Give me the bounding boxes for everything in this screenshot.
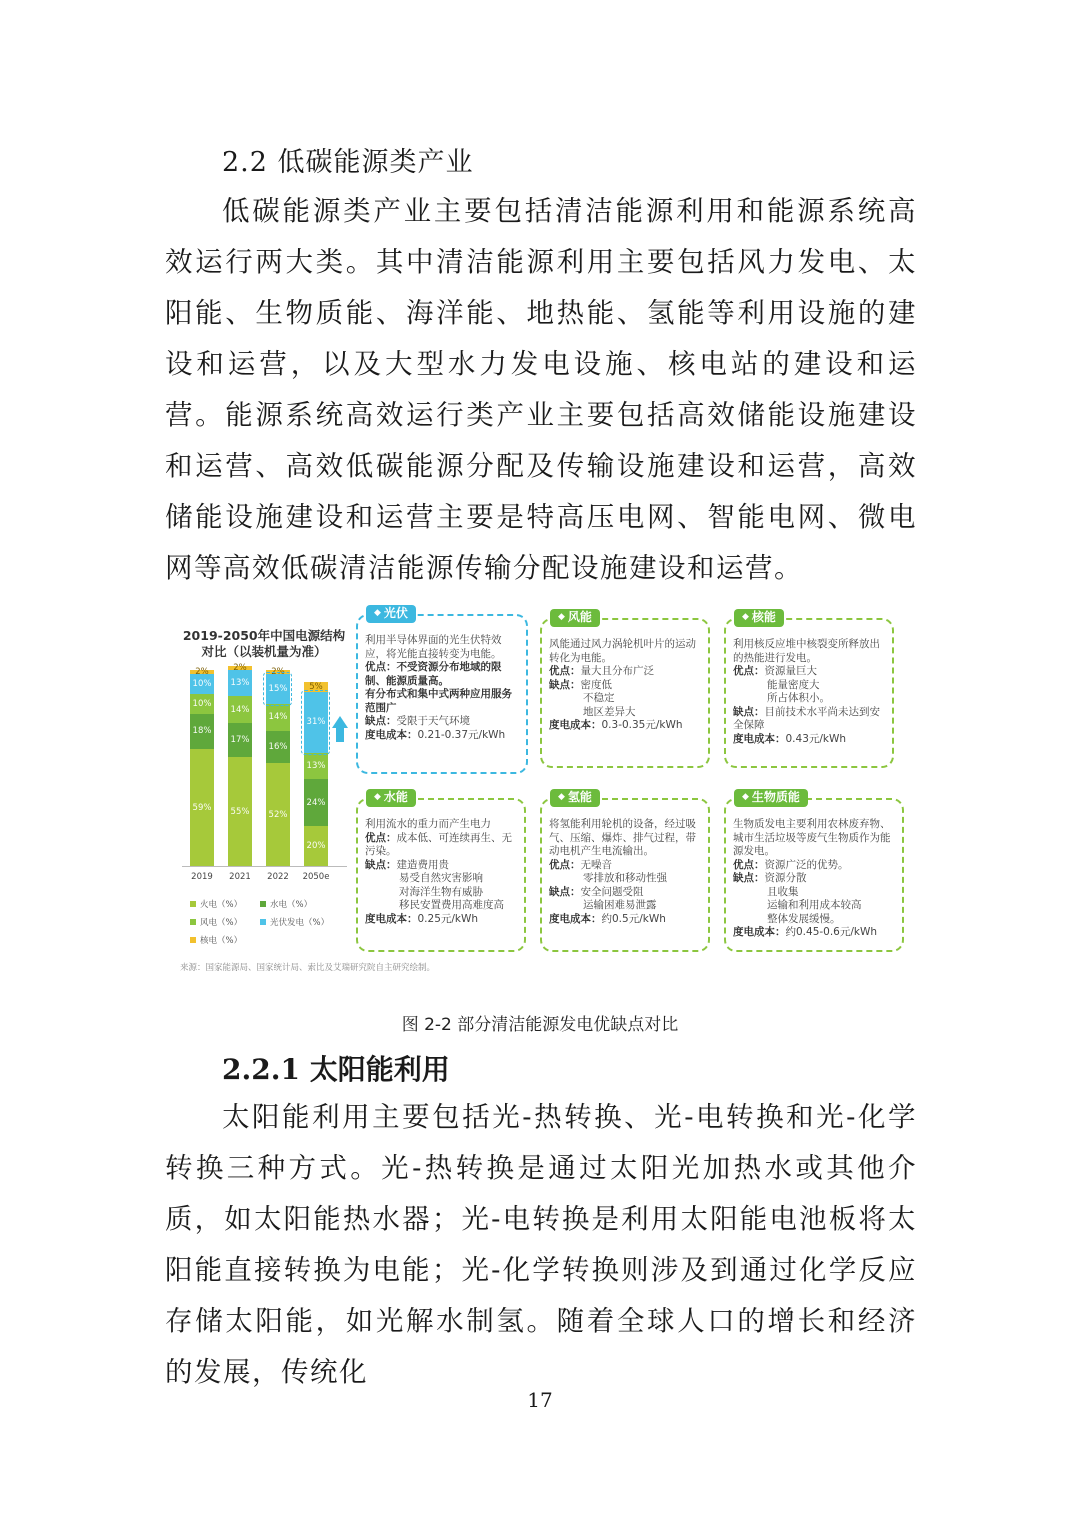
card-biomass [724, 790, 904, 952]
bar-segment [190, 749, 214, 866]
card-tag-biomass [734, 789, 808, 807]
subsection-heading: 2.2.1 太阳能利用 [222, 1053, 450, 1086]
bar-data-label: 2% [233, 663, 247, 673]
card-desc: 利用半导体界面的光生伏特效应，将光能直接转变为电能。 [365, 634, 502, 660]
card-disadvantage: 缺点：资源分散 [733, 872, 807, 884]
bar-segment [304, 826, 328, 866]
x-tick-label: 2022 [267, 872, 289, 882]
bar-data-label: 13% [306, 760, 326, 771]
x-tick-label: 2050e [302, 872, 330, 882]
card-advantage-2: 有分布式和集中式两种应用服务范围广 [365, 688, 512, 714]
card-advantage-3: 所占体积小。 [767, 692, 830, 704]
bar-segment [266, 763, 290, 866]
card-disadvantage: 缺点：目前技术水平尚未达到安全保障 [733, 705, 880, 731]
bar-data-label: 18% [192, 726, 212, 737]
card-tag-hydro [366, 789, 416, 807]
card-cost: 度电成本：约0.45-0.6元/kWh [733, 926, 878, 938]
diamond-icon: ◆ [374, 608, 381, 618]
card-desc: 风能通过风力涡轮机叶片的运动转化为电能。 [549, 638, 696, 664]
diamond-icon: ◆ [374, 792, 381, 802]
bar-data-label: 2% [195, 666, 209, 677]
bar-segment [266, 731, 290, 763]
solar-highlight-box [263, 672, 292, 706]
x-tick-label: 2019 [191, 872, 213, 882]
legend-swatch [260, 919, 266, 925]
bar-segment [228, 670, 252, 696]
bar-segment [190, 666, 214, 677]
card-advantage: 优点：资源广泛的优势。 [733, 858, 849, 871]
bar-segment [228, 723, 252, 757]
card-hydrogen [540, 790, 710, 952]
paragraph-low-carbon-energy: 低碳能源类产业主要包括清洁能源利用和能源系统高效运行两大类。其中清洁能源利用主要包括风力发电、太阳能、生物质能、海洋能、地热能、氢能等利用设施的建设和运营，以及大型水力发电设施、核电站的建设和运营。能源系统高效运行类产业主要包括高效储能设施建设和运营、高效低碳能源分配及传输设施建设和运营，高效储能设施建设和运营主要是特高压电网、智能电网、微电网等高效低碳清洁能源传输分配设施建设和运营。 [165, 195, 917, 584]
chart-title-line2: 对比（以装机量为准） [201, 644, 327, 659]
card-cost: 度电成本：0.43元/kWh [733, 732, 847, 745]
card-desc: 生物质发电主要利用农林废弃物、城市生活垃圾等废气生物质作为能源发电。 [733, 818, 891, 857]
legend-swatch [190, 919, 196, 925]
section-heading: 2.2 低碳能源类产业 [222, 147, 474, 178]
chart-title-line1: 2019-2050年中国电源结构 [182, 628, 346, 643]
card-disadvantage-3: 对海洋生物有威胁 [399, 885, 483, 898]
legend-label: 风电（%） [200, 918, 243, 928]
tag-label: 氢能 [567, 790, 592, 804]
bar-data-label: 2% [271, 666, 285, 677]
card-advantage-2: 能量密度大 [767, 678, 820, 691]
bar-data-label: 55% [230, 806, 250, 817]
bar-data-label: 13% [230, 677, 250, 688]
bar-data-label: 5% [309, 681, 323, 692]
card-advantage-2: 零排放和移动性强 [583, 872, 667, 884]
card-hydro [356, 790, 526, 952]
card-wind [540, 610, 710, 768]
tag-label: 核能 [751, 610, 776, 624]
bar-data-label: 16% [268, 742, 288, 753]
bar-segment [228, 663, 252, 673]
card-cost: 度电成本：0.25元/kWh [365, 912, 479, 925]
diamond-icon: ◆ [558, 612, 565, 622]
paragraph-solar-utilization: 太阳能利用主要包括光-热转换、光-电转换和光-化学转换三种方式。光-热转换是通过太阳光加热水或其他介质，如太阳能热水器；光-电转换是利用太阳能电池板将太阳能直接转换为电能；光-化学转换则涉及到通过化学反应存储太阳能，如光解水制氢。随着全球人口的增长和经济的发展，传统化 [165, 1101, 917, 1388]
bar-data-label: 14% [230, 704, 250, 715]
card-tag-solar [366, 605, 416, 623]
bar-segment [304, 779, 328, 827]
stacked-bar-chart [172, 598, 352, 958]
bar-segment [228, 696, 252, 724]
card-cost: 度电成本：0.3-0.35元/kWh [549, 719, 683, 731]
diamond-icon: ◆ [742, 792, 749, 802]
card-disadvantage-3: 运输和利用成本较高 [767, 899, 862, 911]
bar-segment [228, 757, 252, 866]
legend-item [190, 934, 242, 946]
legend-swatch [190, 901, 196, 907]
bar-segment [190, 714, 214, 750]
tag-label: 生物质能 [751, 790, 800, 804]
card-desc: 将氢能利用轮机的设备，经过吸气、压缩、爆炸、排气过程，带动电机产生电流输出。 [549, 818, 696, 857]
card-desc: 利用核反应堆中核裂变所释放出的热能进行发电。 [733, 638, 880, 664]
bar-segment [266, 704, 290, 732]
x-axis-line [182, 866, 347, 867]
card-cost: 度电成本：约0.5元/kWh [549, 912, 666, 925]
tag-label: 光伏 [383, 606, 408, 620]
bar-data-label: 20% [306, 841, 326, 852]
page-number: 17 [527, 1388, 553, 1412]
tag-label: 水能 [383, 790, 408, 804]
legend-swatch [260, 901, 266, 907]
card-disadvantage-2: 且收集 [767, 885, 799, 898]
card-solar [356, 606, 528, 774]
card-disadvantage-2: 不稳定 [583, 692, 615, 704]
card-tag-hydrogen [550, 789, 600, 807]
card-advantage: 优点：成本低、可连续再生、无污染。 [365, 831, 512, 857]
x-tick-label: 2021 [229, 872, 251, 882]
card-cost: 度电成本：0.21-0.37元/kWh [365, 728, 506, 741]
card-advantage: 优点：资源量巨大 [733, 665, 817, 677]
increase-arrow-stem [336, 728, 344, 742]
legend-label: 光伏发电（%） [270, 918, 330, 928]
diamond-icon: ◆ [558, 792, 565, 802]
diamond-icon: ◆ [742, 612, 749, 622]
card-disadvantage-4: 移民安置费用高难度高 [399, 899, 504, 911]
card-advantage: 优点：无噪音 [549, 858, 612, 871]
card-disadvantage-3: 地区差异大 [583, 705, 636, 718]
figure-clean-energy-comparison [172, 598, 912, 976]
card-tag-nuclear [734, 609, 784, 627]
bar-data-label: 14% [268, 712, 288, 723]
bar-data-label: 15% [268, 683, 288, 694]
legend-label: 核电（%） [200, 936, 243, 946]
bar-data-label: 10% [192, 698, 212, 709]
legend-label: 火电（%） [200, 900, 243, 910]
bar-data-label: 17% [230, 735, 250, 746]
card-disadvantage: 缺点：受限于天气环境 [365, 715, 470, 727]
tag-label: 风能 [567, 610, 592, 624]
legend-item [190, 916, 242, 928]
legend-item [190, 898, 242, 910]
card-desc: 利用流水的重力而产生电力 [365, 818, 491, 830]
legend-label: 水电（%） [270, 900, 313, 910]
bar-data-label: 59% [192, 802, 212, 813]
card-disadvantage: 缺点：安全问题受阻 [549, 885, 644, 898]
card-disadvantage-2: 运输困难易泄露 [583, 899, 657, 911]
figure-source: 来源：国家能源局、国家统计局、索比及艾瑞研究院自主研究绘制。 [180, 963, 436, 973]
card-disadvantage-4: 整体发展缓慢。 [767, 912, 841, 925]
card-disadvantage-2: 易受自然灾害影响 [399, 872, 483, 884]
card-tag-wind [550, 609, 600, 627]
legend-swatch [190, 937, 196, 943]
legend-item [260, 898, 312, 910]
bar-segment [190, 694, 214, 714]
legend-item [260, 916, 329, 928]
increase-arrow-icon [332, 716, 348, 728]
card-nuclear [724, 610, 894, 768]
bar-data-label: 52% [268, 809, 288, 820]
bar-data-label: 10% [192, 678, 212, 689]
card-disadvantage: 缺点：建造费用贵 [365, 858, 449, 871]
card-disadvantage: 缺点：密度低 [549, 678, 612, 691]
bar-data-label: 24% [306, 797, 326, 808]
figure-caption: 图 2-2 部分清洁能源发电优缺点对比 [401, 1015, 679, 1035]
bar-segment [304, 753, 328, 779]
card-advantage: 优点：不受资源分布地域的限制、能源质量高。 [365, 661, 502, 687]
card-advantage: 优点：量大且分布广泛 [549, 665, 654, 677]
solar-highlight-box [301, 690, 330, 755]
bar-data-label: 31% [306, 717, 326, 728]
